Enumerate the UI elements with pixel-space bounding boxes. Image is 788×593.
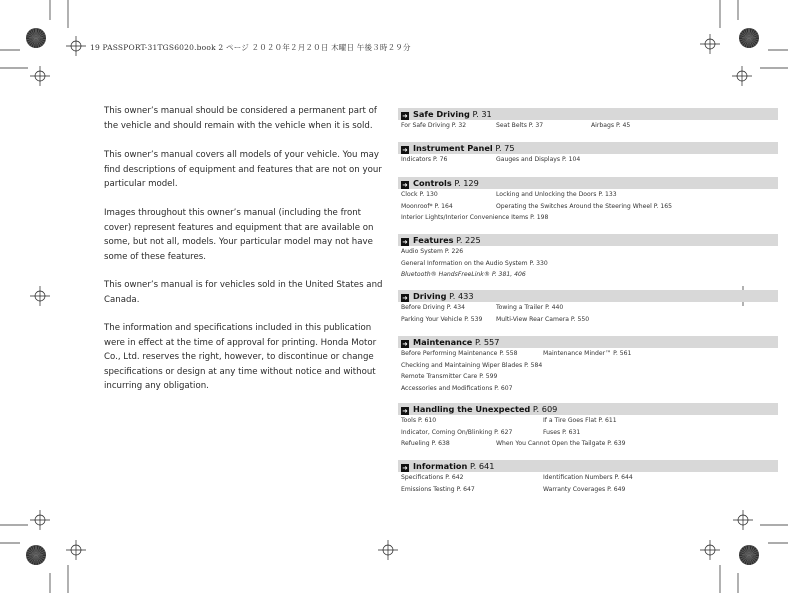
toc-row bbox=[398, 154, 778, 166]
toc-link[interactable]: Clock P. 130 bbox=[401, 191, 438, 198]
toc-row bbox=[398, 269, 778, 281]
toc-link[interactable]: Audio System P. 226 bbox=[401, 248, 464, 255]
arrow-right-icon: ➜ bbox=[402, 340, 408, 348]
toc-link[interactable]: General Information on the Audio System P. 330 bbox=[401, 259, 548, 267]
intro-paragraph: The information and specifications included in this publication were in effect at the time of approval for printing. Honda Motor Co., Ltd. reserves the right, however, to discontinue or change specifications or design at any time without notice and without incurring any obligation. bbox=[104, 323, 377, 392]
arrow-right-icon: ➜ bbox=[402, 294, 408, 302]
toc-row bbox=[398, 484, 778, 496]
toc-row bbox=[398, 371, 778, 383]
toc-section-driving bbox=[398, 290, 778, 325]
toc-link[interactable]: Identification Numbers P. 644 bbox=[543, 474, 633, 481]
toc-section-features bbox=[398, 234, 778, 281]
toc-row bbox=[398, 246, 778, 258]
toc-row bbox=[398, 212, 778, 224]
toc-row bbox=[398, 314, 778, 326]
toc-link[interactable]: Before Performing Maintenance P. 558 bbox=[401, 350, 518, 357]
toc-section-header[interactable]: ➜ Safe Driving P. 31 bbox=[398, 108, 778, 120]
toc-row bbox=[398, 415, 778, 427]
toc-link[interactable]: For Safe Driving P. 32 bbox=[401, 122, 467, 129]
toc-link[interactable]: Fuses P. 631 bbox=[543, 428, 581, 436]
toc-row bbox=[398, 383, 778, 395]
arrow-right-icon: ➜ bbox=[402, 112, 408, 120]
toc-link[interactable]: Indicator, Coming On/Blinking P. 627 bbox=[401, 428, 513, 436]
toc-section-header[interactable]: ➜ Instrument Panel P. 75 bbox=[398, 142, 778, 154]
toc-link[interactable]: Interior Lights/Interior Convenience Items P. 198 bbox=[401, 214, 549, 222]
arrow-right-icon: ➜ bbox=[402, 146, 408, 154]
toc-section-information bbox=[398, 460, 778, 495]
toc-section-header[interactable]: ➜ Controls P. 129 bbox=[398, 177, 778, 189]
toc-link[interactable]: Emissions Testing P. 647 bbox=[401, 485, 475, 493]
toc-row bbox=[398, 258, 778, 270]
toc-link[interactable]: Refueling P. 638 bbox=[401, 440, 450, 448]
toc-link[interactable]: Warranty Coverages P. 649 bbox=[543, 485, 626, 493]
intro-paragraph: Images throughout this owner’s manual (including the front cover) represent features and equipment that are available on some, but not all, models. Your particular model may not have some of these features. bbox=[104, 208, 374, 262]
toc-link[interactable]: Specifications P. 642 bbox=[401, 474, 464, 481]
toc-section-handling-the-unexpected bbox=[398, 403, 778, 450]
toc-link[interactable]: Maintenance Minder™ P. 561 bbox=[543, 350, 632, 357]
toc-row bbox=[398, 302, 778, 314]
toc-section-header[interactable]: ➜ Driving P. 433 bbox=[398, 290, 778, 302]
intro-paragraph: This owner’s manual should be considered a permanent part of the vehicle and should remain with the vehicle when it is sold. bbox=[104, 106, 377, 131]
intro-paragraph: This owner’s manual is for vehicles sold in the United States and Canada. bbox=[104, 280, 383, 305]
toc-row bbox=[398, 201, 778, 213]
toc-link[interactable]: Multi-View Rear Camera P. 550 bbox=[496, 315, 590, 323]
toc-link[interactable]: Operating the Switches Around the Steering Wheel P. 165 bbox=[496, 202, 672, 210]
toc-link[interactable]: Towing a Trailer P. 440 bbox=[496, 304, 564, 311]
toc-section-maintenance bbox=[398, 336, 778, 394]
toc-row bbox=[398, 472, 778, 484]
toc-section-header[interactable]: ➜ Handling the Unexpected P. 609 bbox=[398, 403, 778, 415]
toc-link[interactable]: Bluetooth® HandsFreeLink® P. 381, 406 bbox=[401, 271, 526, 279]
toc-section-header[interactable]: ➜ Features P. 225 bbox=[398, 234, 778, 246]
arrow-right-icon: ➜ bbox=[402, 464, 408, 472]
intro-paragraph: This owner’s manual covers all models of your vehicle. You may find descriptions of equipment and features that are not on your particular model. bbox=[104, 150, 382, 190]
arrow-right-icon: ➜ bbox=[402, 181, 408, 189]
toc-row bbox=[398, 427, 778, 439]
toc-row bbox=[398, 438, 778, 450]
toc-link[interactable]: Locking and Unlocking the Doors P. 133 bbox=[496, 191, 617, 198]
toc-row bbox=[398, 120, 778, 132]
toc-section-header[interactable]: ➜ Information P. 641 bbox=[398, 460, 778, 472]
toc-link[interactable]: If a Tire Goes Flat P. 611 bbox=[543, 417, 617, 424]
toc-section-controls bbox=[398, 177, 778, 224]
toc-link[interactable]: Parking Your Vehicle P. 539 bbox=[401, 315, 483, 323]
toc-row bbox=[398, 348, 778, 360]
toc-link[interactable]: Before Driving P. 434 bbox=[401, 304, 465, 311]
toc-row bbox=[398, 360, 778, 372]
toc-section-instrument-panel bbox=[398, 142, 778, 166]
toc-link[interactable]: Checking and Maintaining Wiper Blades P. 584 bbox=[401, 361, 543, 369]
toc-row bbox=[398, 189, 778, 201]
toc-link[interactable]: Seat Belts P. 37 bbox=[496, 122, 544, 129]
toc-section-header[interactable]: ➜ Maintenance P. 557 bbox=[398, 336, 778, 348]
toc-link[interactable]: Remote Transmitter Care P. 599 bbox=[401, 373, 498, 381]
arrow-right-icon: ➜ bbox=[402, 238, 408, 246]
print-header: 19 PASSPORT-31TGS6020.book 2 ページ ２０２０年２月２０日 木曜日 午後３時２９分 bbox=[90, 43, 411, 52]
toc-section-safe-driving bbox=[398, 108, 778, 132]
arrow-right-icon: ➜ bbox=[402, 407, 408, 415]
toc-link[interactable]: Gauges and Displays P. 104 bbox=[496, 156, 581, 163]
toc-link[interactable]: Accessories and Modifications P. 607 bbox=[401, 384, 513, 392]
toc-link[interactable]: Indicators P. 76 bbox=[401, 156, 448, 163]
toc-link[interactable]: Tools P. 610 bbox=[401, 417, 437, 424]
toc-link[interactable]: Moonroof* P. 164 bbox=[401, 202, 453, 210]
toc-link[interactable]: Airbags P. 45 bbox=[591, 122, 631, 129]
toc-link[interactable]: When You Cannot Open the Tailgate P. 639 bbox=[496, 440, 626, 448]
